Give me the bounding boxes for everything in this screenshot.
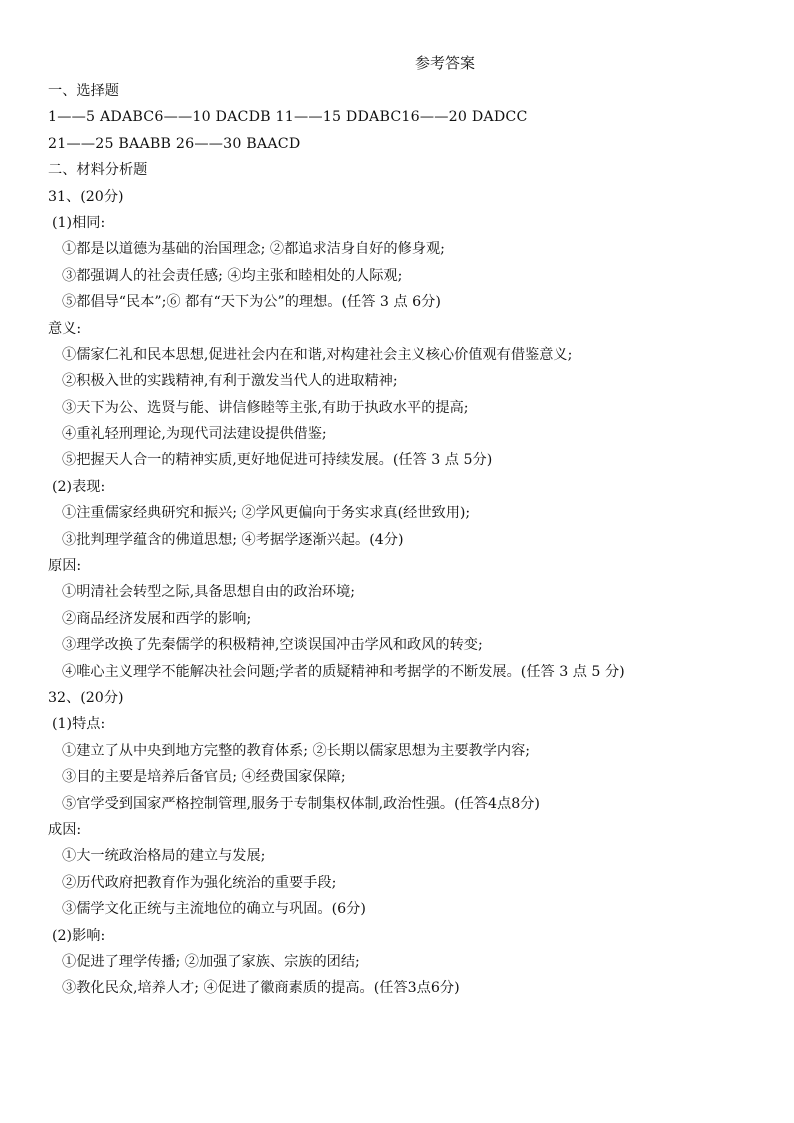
answer-line: ③教化民众,培养人才; ④促进了徽商素质的提高。(任答3点6分) [62, 980, 460, 997]
answer-line: ③目的主要是培养后备官员; ④经费国家保障; [62, 769, 346, 786]
answer-line: ②积极入世的实践精神,有利于激发当代人的进取精神; [62, 373, 398, 390]
answer-line: ①明清社会转型之际,具备思想自由的政治环境; [62, 584, 356, 601]
answer-line: ⑤官学受到国家严格控制管理,服务于专制集权体制,政治性强。(任答4点8分) [62, 795, 540, 812]
answer-line: 成因: [48, 821, 82, 838]
answer-line: (1)相同: [52, 214, 106, 231]
answer-line: ③批判理学蕴含的佛道思想; ④考据学逐渐兴起。(4分) [62, 531, 404, 548]
answer-line: (2)影响: [52, 927, 106, 944]
document-title: 参考答案 [414, 54, 475, 72]
answer-line: ③儒学文化正统与主流地位的确立与巩固。(6分) [62, 901, 366, 918]
answer-line: ②商品经济发展和西学的影响; [62, 610, 252, 627]
answer-line: ③理学改换了先秦儒学的积极精神,空谈误国冲击学风和政风的转变; [62, 637, 483, 654]
answer-line: ⑤都倡导“民本”;⑥ 都有“天下为公”的理想。(任答 3 点 6分) [62, 294, 441, 311]
answer-line: (1)特点: [52, 716, 106, 733]
answer-line: 32、(20分) [48, 689, 124, 706]
answer-line: ③天下为公、选贤与能、讲信修睦等主张,有助于执政水平的提高; [62, 399, 469, 416]
answer-line: 二、材料分析题 [48, 162, 148, 179]
answer-line: ①注重儒家经典研究和振兴; ②学风更偏向于务实求真(经世致用); [62, 505, 471, 522]
answer-line: 原因: [48, 558, 82, 575]
answer-line: ①建立了从中央到地方完整的教育体系; ②长期以儒家思想为主要教学内容; [62, 742, 531, 759]
answer-line: 31、(20分) [48, 188, 124, 205]
answer-line: ①促进了理学传播; ②加强了家族、宗族的团结; [62, 953, 360, 970]
answer-line: ①儒家仁礼和民本思想,促进社会内在和谐,对构建社会主义核心价值观有借鉴意义; [62, 346, 573, 363]
answer-line: 一、选择题 [48, 83, 119, 99]
document-body [48, 78, 768, 1002]
answer-line: (2)表现: [52, 478, 106, 495]
answer-line: ④重礼轻刑理论,为现代司法建设提供借鉴; [62, 426, 327, 443]
answer-line: ⑤把握天人合一的精神实质,更好地促进可持续发展。(任答 3 点 5分) [62, 452, 493, 469]
answer-line: ①大一统政治格局的建立与发展; [62, 848, 266, 865]
answer-line: 意义: [48, 320, 82, 337]
answer-line: ①都是以道德为基础的治国理念; ②都追求洁身自好的修身观; [62, 241, 445, 258]
answer-line: ③都强调人的社会责任感; ④均主张和睦相处的人际观; [62, 267, 403, 284]
answer-line: ②历代政府把教育作为强化统治的重要手段; [62, 874, 337, 891]
answer-line: ④唯心主义理学不能解决社会问题;学者的质疑精神和考据学的不断发展。(任答 3 点 5 分) [62, 663, 625, 680]
answer-line: 1——5 ADABC6——10 DACDB 11——15 DDABC16——20 DADCC [48, 109, 528, 126]
answer-line: 21——25 BAABB 26——30 BAACD [48, 135, 301, 152]
